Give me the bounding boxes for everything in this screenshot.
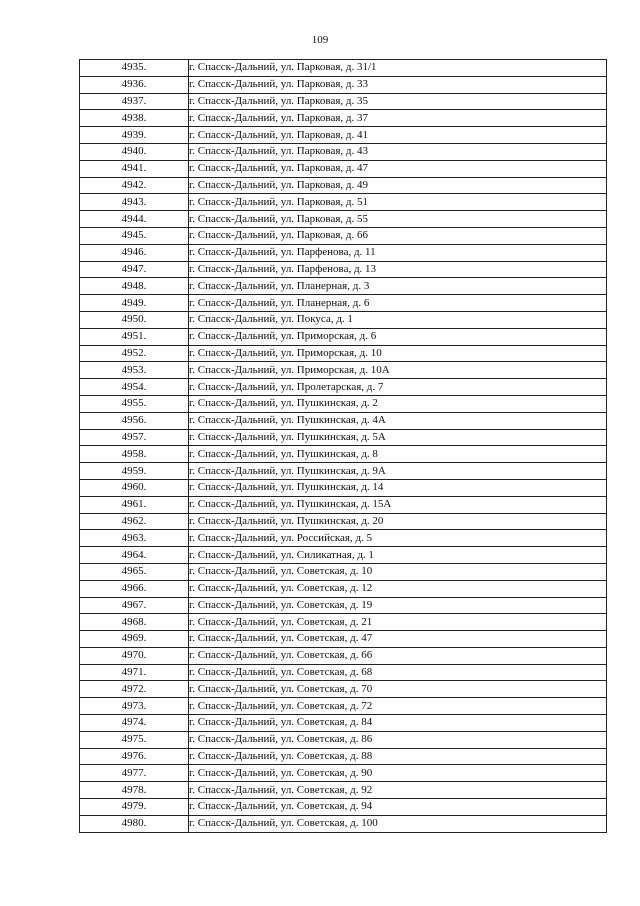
table-row — [80, 664, 607, 681]
table-row — [80, 211, 607, 228]
table-row — [80, 244, 607, 261]
row-number: 4971. — [80, 664, 189, 681]
table-row — [80, 715, 607, 732]
row-address: г. Спасск-Дальний, ул. Парковая, д. 49 — [189, 177, 607, 194]
row-address: г. Спасск-Дальний, ул. Приморская, д. 10А — [189, 362, 607, 379]
table-row — [80, 799, 607, 816]
row-address: г. Спасск-Дальний, ул. Советская, д. 94 — [189, 799, 607, 816]
table-row — [80, 194, 607, 211]
row-number: 4943. — [80, 194, 189, 211]
row-address: г. Спасск-Дальний, ул. Советская, д. 21 — [189, 614, 607, 631]
row-number: 4947. — [80, 261, 189, 278]
table-row — [80, 311, 607, 328]
row-address: г. Спасск-Дальний, ул. Парфенова, д. 13 — [189, 261, 607, 278]
row-address: г. Спасск-Дальний, ул. Советская, д. 88 — [189, 748, 607, 765]
row-number: 4940. — [80, 143, 189, 160]
row-address: г. Спасск-Дальний, ул. Парковая, д. 33 — [189, 76, 607, 93]
row-address: г. Спасск-Дальний, ул. Приморская, д. 10 — [189, 345, 607, 362]
row-number: 4967. — [80, 597, 189, 614]
row-address: г. Спасск-Дальний, ул. Пушкинская, д. 9А — [189, 463, 607, 480]
row-address: г. Спасск-Дальний, ул. Парковая, д. 31/1 — [189, 60, 607, 77]
row-number: 4938. — [80, 110, 189, 127]
table-row — [80, 227, 607, 244]
address-table-body — [80, 60, 607, 833]
table-row — [80, 698, 607, 715]
table-row — [80, 110, 607, 127]
row-number: 4977. — [80, 765, 189, 782]
row-address: г. Спасск-Дальний, ул. Российская, д. 5 — [189, 530, 607, 547]
row-number: 4954. — [80, 379, 189, 396]
row-number: 4965. — [80, 563, 189, 580]
table-row — [80, 295, 607, 312]
row-number: 4942. — [80, 177, 189, 194]
row-address: г. Спасск-Дальний, ул. Советская, д. 70 — [189, 681, 607, 698]
row-number: 4935. — [80, 60, 189, 77]
table-row — [80, 731, 607, 748]
row-number: 4973. — [80, 698, 189, 715]
table-row — [80, 60, 607, 77]
table-row — [80, 580, 607, 597]
row-number: 4961. — [80, 496, 189, 513]
row-number: 4941. — [80, 160, 189, 177]
row-number: 4975. — [80, 731, 189, 748]
table-row — [80, 563, 607, 580]
row-number: 4952. — [80, 345, 189, 362]
table-row — [80, 479, 607, 496]
row-number: 4969. — [80, 631, 189, 648]
table-row — [80, 261, 607, 278]
row-address: г. Спасск-Дальний, ул. Советская, д. 10 — [189, 563, 607, 580]
row-address: г. Спасск-Дальний, ул. Парковая, д. 47 — [189, 160, 607, 177]
row-address: г. Спасск-Дальний, ул. Планерная, д. 6 — [189, 295, 607, 312]
row-address: г. Спасск-Дальний, ул. Пушкинская, д. 15А — [189, 496, 607, 513]
row-address: г. Спасск-Дальний, ул. Советская, д. 66 — [189, 647, 607, 664]
row-address: г. Спасск-Дальний, ул. Советская, д. 100 — [189, 815, 607, 832]
table-row — [80, 127, 607, 144]
table-row — [80, 765, 607, 782]
row-number: 4957. — [80, 429, 189, 446]
page-number: 109 — [311, 34, 329, 46]
row-number: 4963. — [80, 530, 189, 547]
table-row — [80, 530, 607, 547]
table-row — [80, 278, 607, 295]
table-row — [80, 597, 607, 614]
table-row — [80, 76, 607, 93]
row-number: 4966. — [80, 580, 189, 597]
row-address: г. Спасск-Дальний, ул. Пролетарская, д. 7 — [189, 379, 607, 396]
row-number: 4944. — [80, 211, 189, 228]
row-address: г. Спасск-Дальний, ул. Приморская, д. 6 — [189, 328, 607, 345]
table-row — [80, 328, 607, 345]
table-row — [80, 547, 607, 564]
row-number: 4945. — [80, 227, 189, 244]
row-address: г. Спасск-Дальний, ул. Парковая, д. 37 — [189, 110, 607, 127]
row-address: г. Спасск-Дальний, ул. Пушкинская, д. 2 — [189, 395, 607, 412]
row-number: 4948. — [80, 278, 189, 295]
row-number: 4980. — [80, 815, 189, 832]
row-address: г. Спасск-Дальний, ул. Советская, д. 19 — [189, 597, 607, 614]
row-number: 4950. — [80, 311, 189, 328]
row-number: 4951. — [80, 328, 189, 345]
table-row — [80, 345, 607, 362]
row-number: 4968. — [80, 614, 189, 631]
table-row — [80, 412, 607, 429]
row-address: г. Спасск-Дальний, ул. Парковая, д. 51 — [189, 194, 607, 211]
table-row — [80, 177, 607, 194]
table-row — [80, 379, 607, 396]
table-row — [80, 513, 607, 530]
table-row — [80, 160, 607, 177]
row-number: 4962. — [80, 513, 189, 530]
table-row — [80, 93, 607, 110]
table-row — [80, 446, 607, 463]
row-address: г. Спасск-Дальний, ул. Силикатная, д. 1 — [189, 547, 607, 564]
row-number: 4979. — [80, 799, 189, 816]
row-address: г. Спасск-Дальний, ул. Советская, д. 12 — [189, 580, 607, 597]
row-address: г. Спасск-Дальний, ул. Парковая, д. 41 — [189, 127, 607, 144]
row-number: 4949. — [80, 295, 189, 312]
row-number: 4976. — [80, 748, 189, 765]
row-number: 4964. — [80, 547, 189, 564]
address-table — [79, 59, 607, 833]
row-address: г. Спасск-Дальний, ул. Советская, д. 84 — [189, 715, 607, 732]
row-address: г. Спасск-Дальний, ул. Советская, д. 68 — [189, 664, 607, 681]
row-number: 4956. — [80, 412, 189, 429]
row-number: 4970. — [80, 647, 189, 664]
table-row — [80, 782, 607, 799]
row-address: г. Спасск-Дальний, ул. Советская, д. 72 — [189, 698, 607, 715]
row-number: 4974. — [80, 715, 189, 732]
row-number: 4936. — [80, 76, 189, 93]
row-address: г. Спасск-Дальний, ул. Пушкинская, д. 20 — [189, 513, 607, 530]
row-number: 4972. — [80, 681, 189, 698]
row-number: 4955. — [80, 395, 189, 412]
row-address: г. Спасск-Дальний, ул. Пушкинская, д. 8 — [189, 446, 607, 463]
table-row — [80, 463, 607, 480]
table-row — [80, 614, 607, 631]
table-row — [80, 815, 607, 832]
table-row — [80, 395, 607, 412]
row-address: г. Спасск-Дальний, ул. Парковая, д. 43 — [189, 143, 607, 160]
row-address: г. Спасск-Дальний, ул. Парковая, д. 55 — [189, 211, 607, 228]
row-address: г. Спасск-Дальний, ул. Советская, д. 86 — [189, 731, 607, 748]
table-row — [80, 647, 607, 664]
row-address: г. Спасск-Дальний, ул. Парковая, д. 66 — [189, 227, 607, 244]
row-address: г. Спасск-Дальний, ул. Парковая, д. 35 — [189, 93, 607, 110]
row-address: г. Спасск-Дальний, ул. Советская, д. 92 — [189, 782, 607, 799]
row-address: г. Спасск-Дальний, ул. Советская, д. 90 — [189, 765, 607, 782]
table-row — [80, 429, 607, 446]
row-number: 4959. — [80, 463, 189, 480]
table-row — [80, 143, 607, 160]
row-address: г. Спасск-Дальний, ул. Планерная, д. 3 — [189, 278, 607, 295]
row-address: г. Спасск-Дальний, ул. Пушкинская, д. 5А — [189, 429, 607, 446]
table-row — [80, 496, 607, 513]
row-number: 4946. — [80, 244, 189, 261]
row-number: 4953. — [80, 362, 189, 379]
row-number: 4958. — [80, 446, 189, 463]
row-address: г. Спасск-Дальний, ул. Пушкинская, д. 14 — [189, 479, 607, 496]
row-address: г. Спасск-Дальний, ул. Советская, д. 47 — [189, 631, 607, 648]
row-number: 4960. — [80, 479, 189, 496]
row-number: 4978. — [80, 782, 189, 799]
row-address: г. Спасск-Дальний, ул. Пушкинская, д. 4А — [189, 412, 607, 429]
table-row — [80, 681, 607, 698]
row-number: 4937. — [80, 93, 189, 110]
row-address: г. Спасск-Дальний, ул. Покуса, д. 1 — [189, 311, 607, 328]
row-address: г. Спасск-Дальний, ул. Парфенова, д. 11 — [189, 244, 607, 261]
table-row — [80, 631, 607, 648]
row-number: 4939. — [80, 127, 189, 144]
table-row — [80, 748, 607, 765]
table-row — [80, 362, 607, 379]
